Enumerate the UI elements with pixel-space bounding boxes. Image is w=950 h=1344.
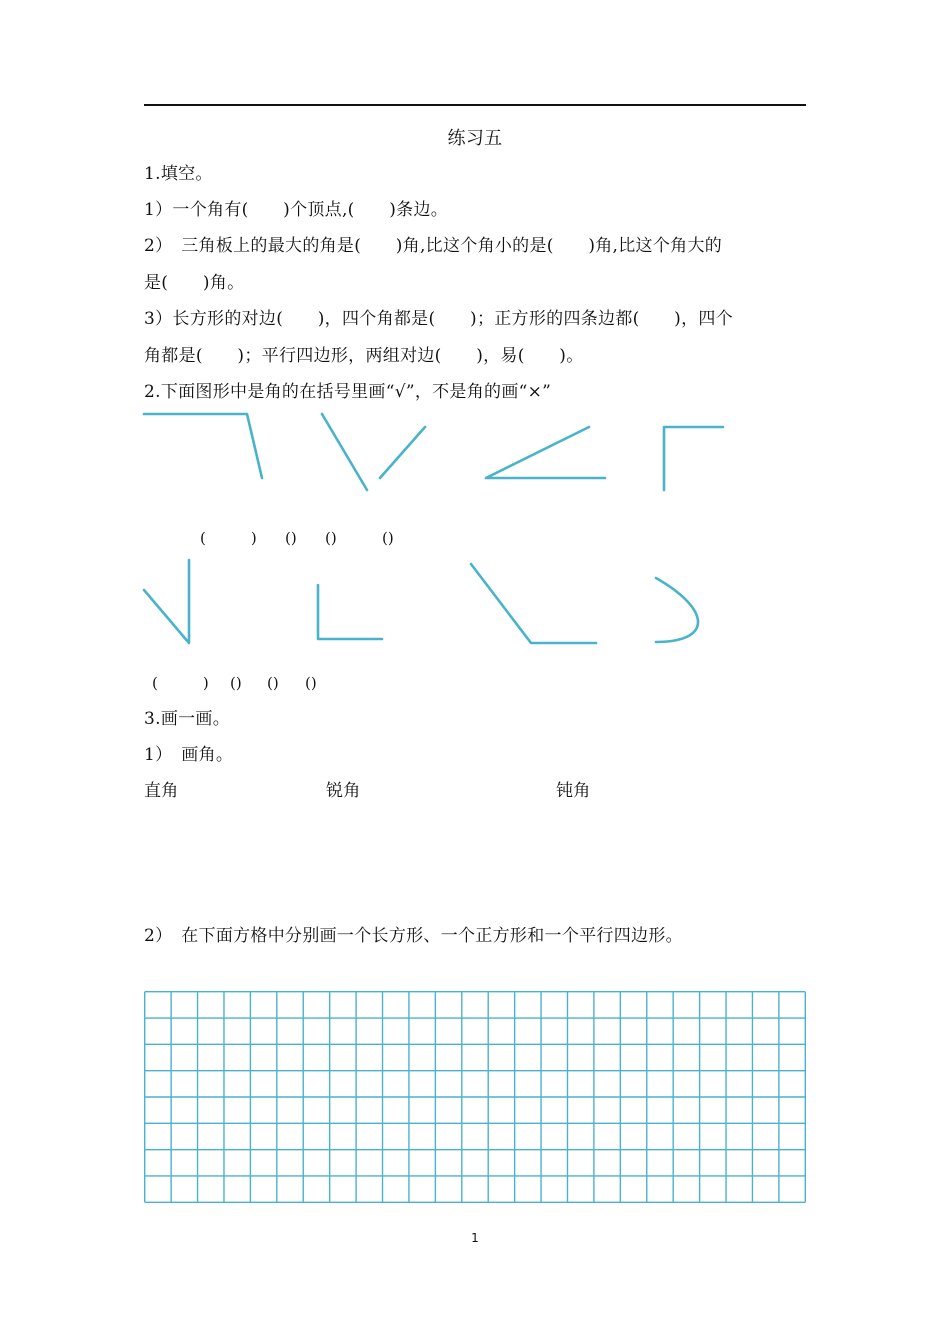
answer-blank[interactable]: () [325,529,337,547]
answer-blank[interactable]: () [285,529,297,547]
answer-blank[interactable]: () [305,674,317,692]
answer-blank[interactable]: () [230,674,242,692]
figure-2 [322,414,367,490]
answer-blank[interactable]: () [382,529,394,547]
figure-6 [144,560,189,643]
page-number: 1 [471,1231,479,1245]
figure-9 [656,578,698,642]
answer-blank[interactable]: ( ) [200,529,257,547]
label-obtuse-angle: 钝角 [556,781,591,801]
q1-line2a: 2） 三角板上的最大的角是( )角,比这个角小的是( )角,比这个角大的 [144,236,723,256]
figure-3 [380,427,425,478]
q2-heading: 2.下面图形中是角的在括号里画“√”，不是角的画“×” [144,382,552,402]
q1-line2b: 是( )角。 [144,273,245,293]
q1-line1: 1）一个角有( )个顶点,( )条边。 [144,200,449,220]
q3-sub1: 1） 画角。 [144,745,234,765]
figure-5 [664,427,723,490]
q3-heading: 3.画一画。 [144,709,231,729]
figure-7 [318,585,382,639]
q1-heading: 1.填空。 [144,164,213,184]
q3-sub2: 2） 在下面方格中分别画一个长方形、一个正方形和一个平行四边形。 [144,926,683,946]
q1-line3b: 角都是( )；平行四边形，两组对边( )，易( )。 [144,346,584,366]
q1-line3a: 3）长方形的对边( )，四个角都是( )；正方形的四条边都( )，四个 [144,309,734,329]
answer-blank[interactable]: ( ) [152,674,209,692]
label-acute-angle: 锐角 [326,781,361,801]
answer-blank[interactable]: () [267,674,279,692]
figure-4 [486,427,605,478]
page-title: 练习五 [447,128,503,149]
figure-1 [144,414,262,478]
figure-8 [471,564,596,643]
drawing-grid[interactable] [144,991,806,1203]
label-right-angle: 直角 [144,781,179,801]
